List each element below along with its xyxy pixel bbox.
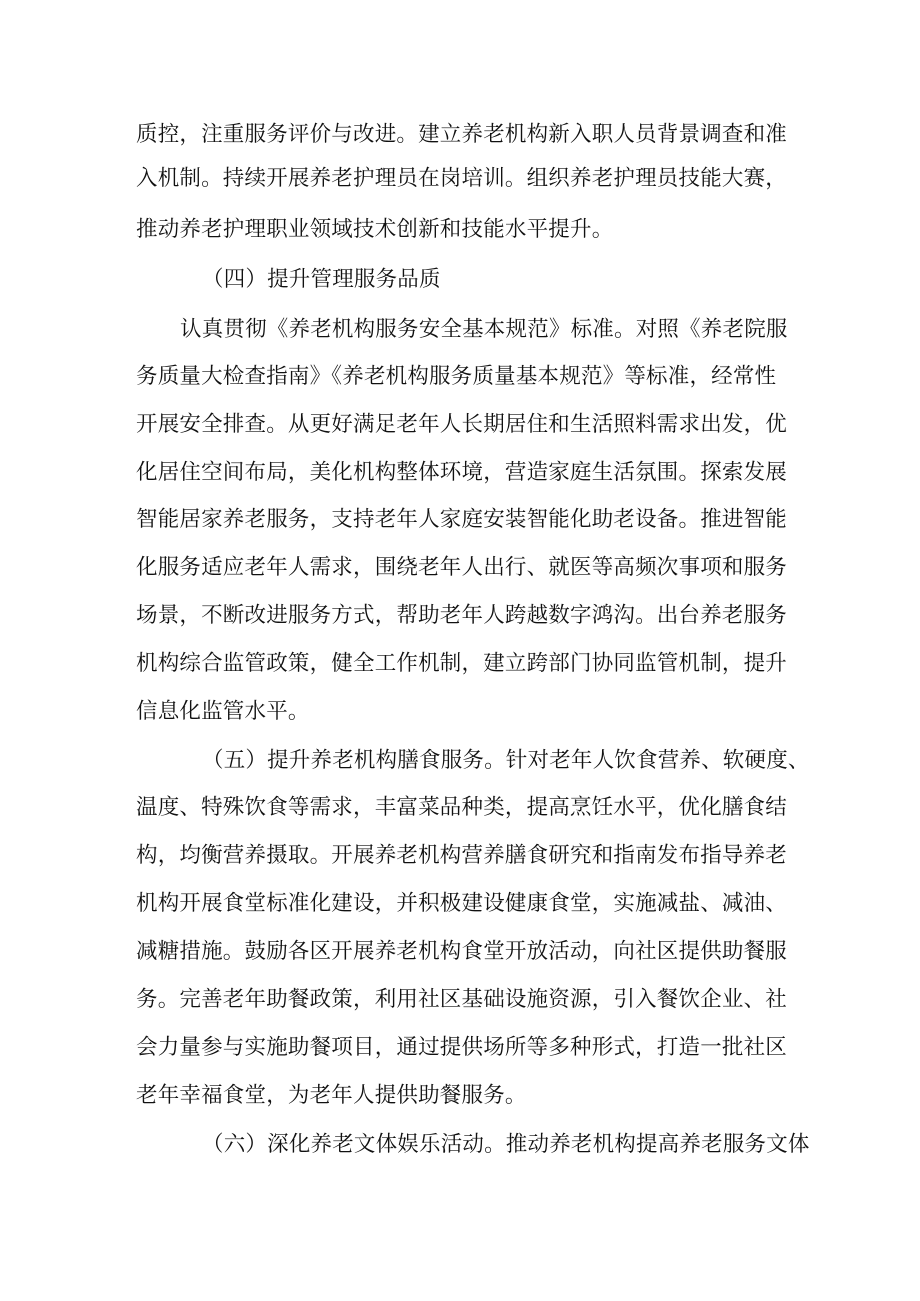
section-heading: （四）提升管理服务品质 [202,267,441,292]
section-heading: （六）深化养老文体娱乐活动。推动养老机构提高养老服务文体 [202,1132,810,1157]
text-line: 开展安全排查。从更好满足老年人长期居住和生活照料需求出发，优 [136,412,788,437]
text-line: 会力量参与实施助餐项目，通过提供场所等多种形式，打造一批社区 [136,1035,788,1060]
text-line: 化服务适应老年人需求，围绕老年人出行、就医等高频次事项和服务 [136,555,788,580]
text-line: 推动养老护理职业领域技术创新和技能水平提升。 [136,217,614,242]
section-heading: （五）提升养老机构膳食服务。针对老年人饮食营养、软硬度、 [202,748,810,773]
text-line: 入机制。持续开展养老护理员在岗培训。组织养老护理员技能大赛， [136,166,788,191]
text-line: 质控，注重服务评价与改进。建立养老机构新入职人员背景调查和准 [136,122,788,147]
text-line: 机构开展食堂标准化建设，并积极建设健康食堂，实施减盐、减油、 [136,891,788,916]
text-line: 务质量大检查指南》《养老机构服务质量基本规范》等标准，经常性 [136,364,777,389]
text-line: 信息化监管水平。 [136,699,310,724]
text-line: 认真贯彻《养老机构服务安全基本规范》标准。对照《养老院服 [180,317,788,342]
text-line: 务。完善老年助餐政策，利用社区基础设施资源，引入餐饮企业、社 [136,987,788,1012]
text-line: 老年幸福食堂，为老年人提供助餐服务。 [136,1083,527,1108]
text-line: 温度、特殊饮食等需求，丰富菜品种类，提高烹饪水平，优化膳食结 [136,795,788,820]
text-line: 场景，不断改进服务方式，帮助老年人跨越数字鸿沟。出台养老服务 [136,603,788,628]
text-line: 智能居家养老服务，支持老年人家庭安装智能化助老设备。推进智能 [136,507,788,532]
text-line: 减糖措施。鼓励各区开展养老机构食堂开放活动，向社区提供助餐服 [136,939,788,964]
text-line: 机构综合监管政策，健全工作机制，建立跨部门协同监管机制，提升 [136,651,788,676]
text-line: 构，均衡营养摄取。开展养老机构营养膳食研究和指南发布指导养老 [136,843,788,868]
text-line: 化居住空间布局，美化机构整体环境，营造家庭生活氛围。探索发展 [136,460,788,485]
